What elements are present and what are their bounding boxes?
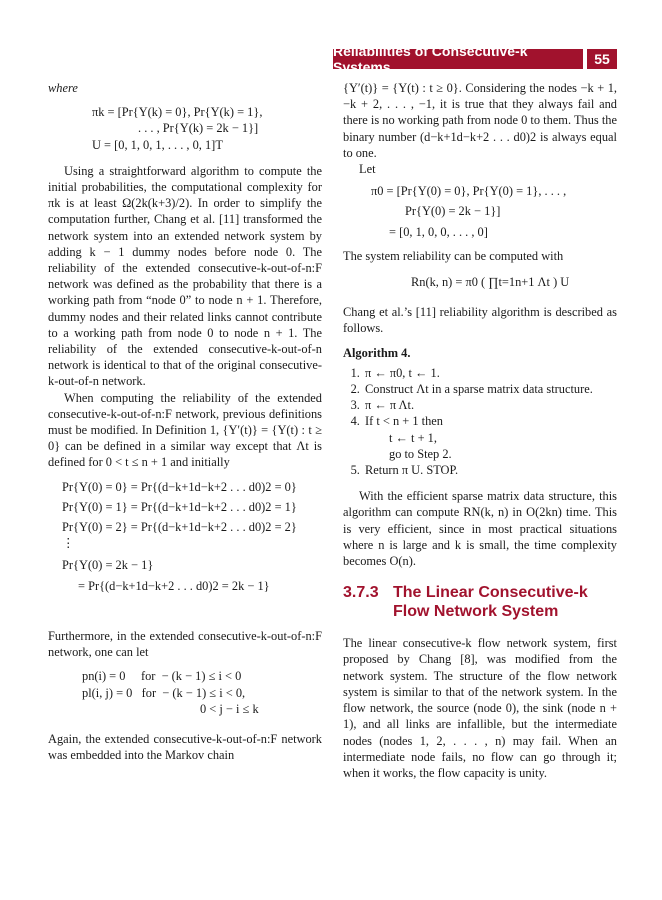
equation-vdots: ⋮ xyxy=(62,536,75,551)
paragraph-flow-network: The linear consecutive-k flow network system, first proposed by Chang [8], was modified from the network system. The structure of the flow network system is similar to that of the network system. In the flow network, the source (node 0), the sink (node n + 1), and all links are infallible, but the intermediate nodes (nodes 1, 2, . . . , n) may fail. When an intermediate node fails, no flow can go through it; when it works, the flow capacity is unity. xyxy=(343,636,617,780)
algorithm-step: 1. π ← π0, t ← 1. xyxy=(363,365,617,381)
let-label: Let xyxy=(359,162,376,177)
paragraph-initial-probabilities: Using a straightforward algorithm to compute the initial probabilities, the computational complexity for πk is at least Ω(2k(k+3)/2). In order to simplify the computation further, Chang et al. [11] transformed the network system into an extended network system by adding k − 1 dummy nodes before node 0. The reliability of the extended consecutive-k-out-of-n:F network was defined as the probability that there is a working path from “node 0” to node n + 1. Therefore, dummy nodes and their related links cannot contribute to a working path from node 0 to node n + 1. The reliability of the extended consecutive-k-out-of-n network is identical to that of the original consecutive-k-out-of-n network. xyxy=(48,163,322,389)
where-label: where xyxy=(48,81,78,95)
section-heading xyxy=(343,583,617,621)
equation-pi0-line1: π0 = [Pr{Y(0) = 0}, Pr{Y(0) = 1}, . . . , xyxy=(371,184,567,199)
equation-pl: pl(i, j) = 0 for − (k − 1) ≤ i < 0, xyxy=(82,685,246,700)
equation-pr-y0-2: Pr{Y(0) = 2} = Pr{(d−k+1d−k+2 . . . d0)2 = 2} xyxy=(62,520,297,535)
equation-pi0-line3: = [0, 1, 0, 0, . . . , 0] xyxy=(389,224,488,239)
algorithm-substep: go to Step 2. xyxy=(389,446,452,461)
equation-reliability: Rn(k, n) = π0 ( ∏t=1n+1 Λt ) U xyxy=(411,275,570,290)
paragraph-efficiency: With the efficient sparse matrix data structure, this algorithm can compute RN(k, n) in O(2kn) time. This is very efficient, since in most practical situations where n is large and k is small, the time complexity becomes O(n). xyxy=(343,489,617,569)
left-column xyxy=(48,80,322,763)
equation-condition: 0 < j − i ≤ k xyxy=(200,701,259,716)
equation-pr-y0-0: Pr{Y(0) = 0} = Pr{(d−k+1d−k+2 . . . d0)2 = 0} xyxy=(62,479,297,494)
paragraph-system-reliability: The system reliability can be computed with xyxy=(343,248,564,263)
page-number xyxy=(587,49,617,69)
algorithm-step: 2. Construct Λt in a sparse matrix data structure. xyxy=(363,381,617,397)
equation-pn: pn(i) = 0 for − (k − 1) ≤ i < 0 xyxy=(82,669,242,684)
equation-u-vector: U = [0, 1, 0, 1, . . . , 0, 1]T xyxy=(92,137,223,152)
algorithm-step: 5. Return π U. STOP. xyxy=(363,462,617,478)
equation-pi-k-line1: πk = [Pr{Y(k) = 0}, Pr{Y(k) = 1}, xyxy=(92,105,263,120)
algorithm-substep: t ← t + 1, xyxy=(389,430,437,445)
right-column xyxy=(343,80,617,781)
equation-pr-y0-2k-line1: Pr{Y(0) = 2k − 1} xyxy=(62,558,154,573)
section-title: The Linear Consecutive-k Flow Network System xyxy=(393,584,588,621)
section-number: 3.7.3 xyxy=(343,584,379,602)
paragraph-extended-network: When computing the reliability of the extended consecutive-k-out-of-n:F network, previous definitions must be modified. In Definition 1, {Y′(t)} = {Y(t) : t ≥ 0} can be defined in a similar way except that Λt is defined for 0 < t ≤ n + 1 and initially xyxy=(48,390,322,470)
paragraph-markov-chain: Again, the extended consecutive-k-out-of-n:F network was embedded into the Markov chain xyxy=(48,731,322,763)
paragraph-y-prime-definition: {Y′(t)} = {Y(t) : t ≥ 0}. Considering the nodes −k + 1, −k + 2, . . . , −1, it is true that they always fail and there is no working path from node 0 to them. Thus the binary number (d−k+1d−k+2 . . . d0)2 is always equal to one. xyxy=(343,81,617,160)
algorithm-steps xyxy=(343,365,617,478)
equation-pr-y0-1: Pr{Y(0) = 1} = Pr{(d−k+1d−k+2 . . . d0)2 = 1} xyxy=(62,499,297,514)
equation-pi0-line2: Pr{Y(0) = 2k − 1}] xyxy=(405,204,501,219)
running-header-title: Reliabilities of Consecutive-k Systems xyxy=(333,43,528,75)
running-header xyxy=(333,43,583,75)
paragraph-furthermore: Furthermore, in the extended consecutive-k-out-of-n:F network, one can let xyxy=(48,628,322,660)
algorithm-step: 3. π ← π Λt. xyxy=(363,397,617,413)
algorithm-step-text: If t < n + 1 then xyxy=(365,414,443,429)
equation-pi-k-line2: . . . , Pr{Y(k) = 2k − 1}] xyxy=(138,121,259,136)
equation-pr-y0-2k-line2: = Pr{(d−k+1d−k+2 . . . d0)2 = 2k − 1} xyxy=(78,578,270,593)
algorithm-step xyxy=(363,413,617,462)
algorithm-title: Algorithm 4. xyxy=(343,345,411,360)
page-number-text: 55 xyxy=(594,51,610,67)
paragraph-chang-algorithm: Chang et al.’s [11] reliability algorithm is described as follows. xyxy=(343,305,617,336)
